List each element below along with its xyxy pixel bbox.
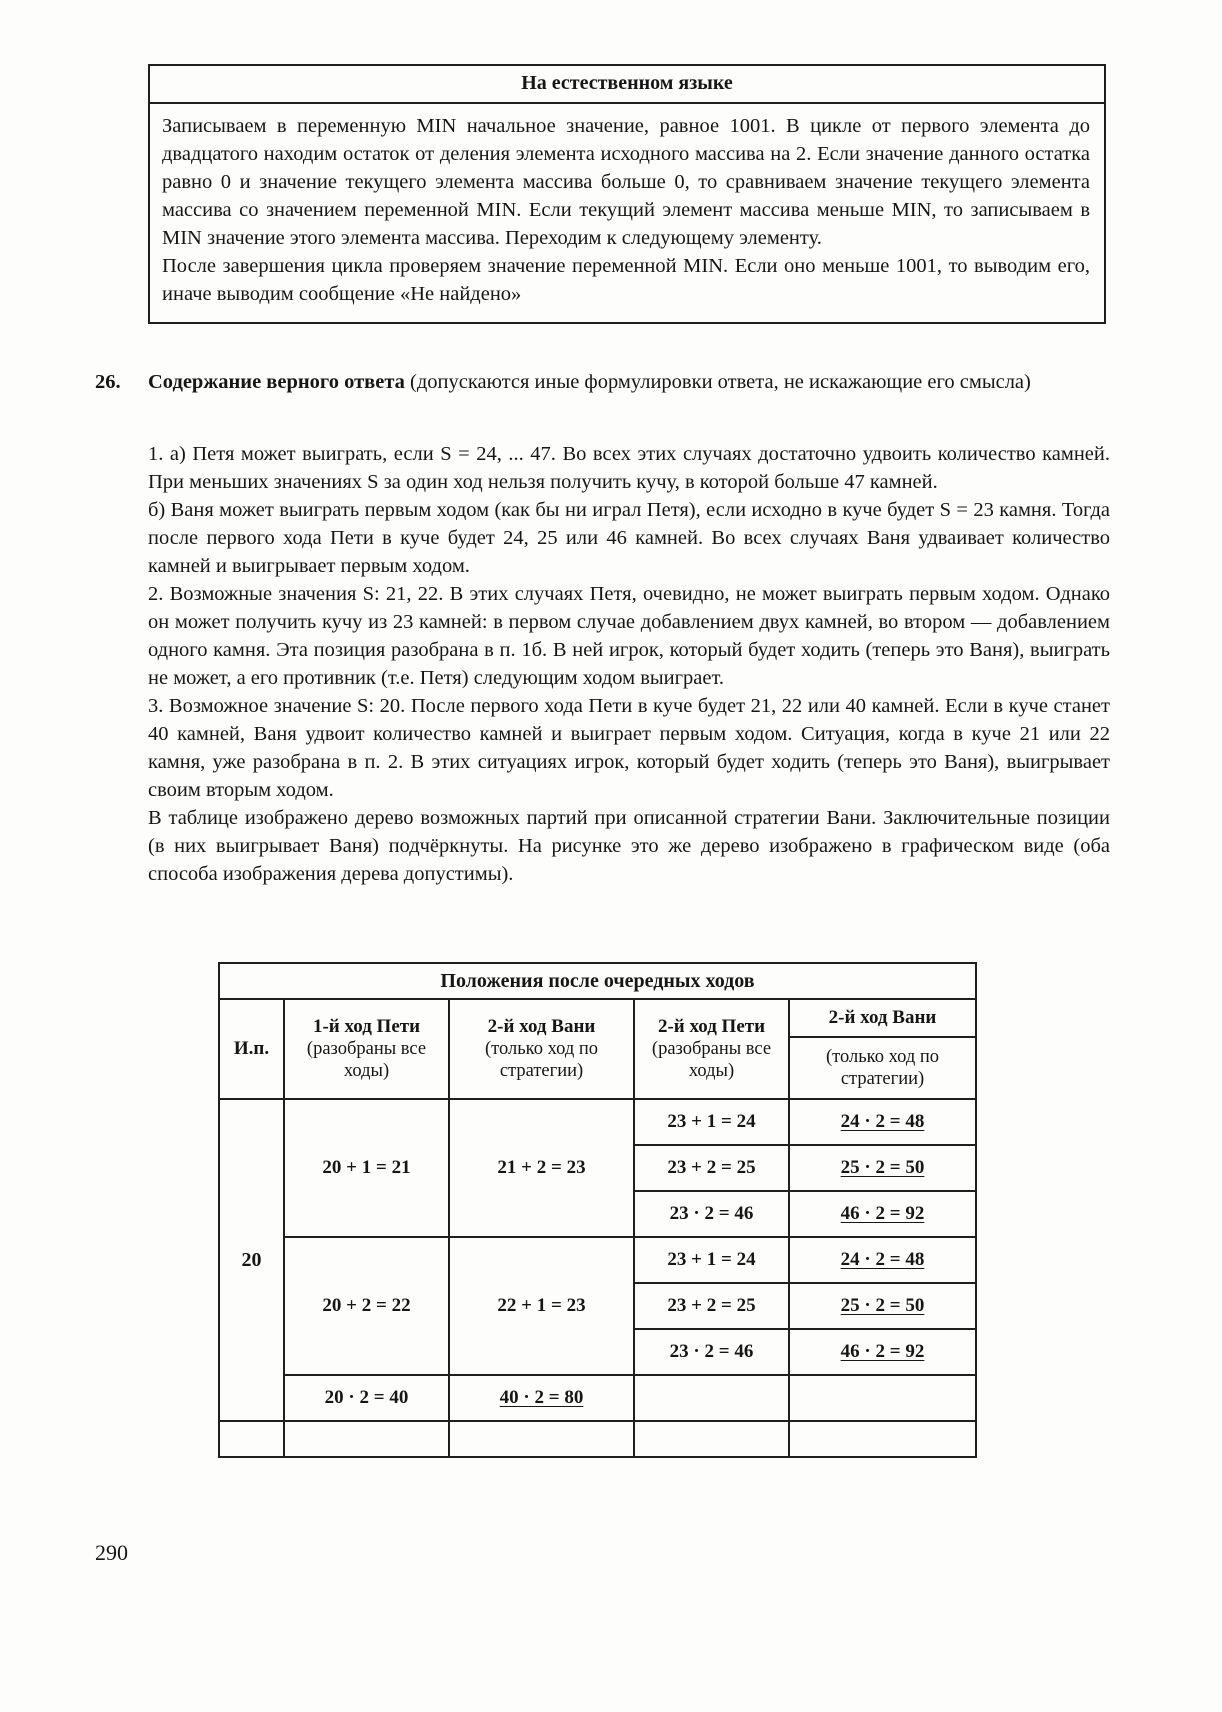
col-header-title: 2-й ход Пети [657, 1016, 766, 1037]
game-table-title: Положения после очередных ходов [219, 963, 976, 999]
answer-paragraph: б) Ваня может выиграть первым ходом (как бы ни играл Петя), если исходно в куче будет S = 23 камня. Тогда после первого хода Пети в куче будет 24, 25 или 46 камней. Во всех случаях Ваня удваивает количество камней и выигрывает первым ходом. [148, 499, 1110, 577]
col-header-petya-move1 [284, 999, 449, 1099]
move-cell: 21 + 2 = 23 [449, 1099, 634, 1237]
move-cell-final: 25 · 2 = 50 [789, 1145, 976, 1191]
empty-cell [634, 1421, 789, 1457]
item-title-rest: (допускаются иные формулировки ответа, не искажающие его смысла) [404, 371, 1031, 393]
game-tree-table-wrap [218, 962, 977, 1458]
empty-cell [284, 1421, 449, 1457]
col-header-title: 2-й ход Вани [487, 1016, 596, 1037]
move-cell-final: 40 · 2 = 80 [449, 1375, 634, 1421]
natural-language-table [148, 64, 1106, 324]
answer-text [148, 440, 1110, 888]
table-row [219, 1375, 976, 1421]
empty-cell [789, 1421, 976, 1457]
answer-paragraph: 3. Возможное значение S: 20. После первого хода Пети в куче будет 21, 22 или 40 камней. Если в куче станет 40 камней, Ваня удвоит количество камней и выиграет первым ходом. Ситуация, когда в куче 21 или 22 камня, уже разобрана в п. 2. В этих ситуациях игрок, который будет ходить (теперь это Ваня), выигрывает своим вторым ходом. [148, 695, 1110, 801]
move-cell: 23 + 1 = 24 [634, 1099, 789, 1145]
empty-cell [634, 1375, 789, 1421]
algorithm-paragraph-1: Записываем в переменную MIN начальное значение, равное 1001. В цикле от первого элемента до двадцатого находим остаток от деления элемента исходного массива на 2. Если значение данного остатка равно 0 и значение текущего элемента массива больше 0, то сравниваем значение текущего элемента массива со значением переменной MIN. Если текущий элемент массива меньше MIN, то записываем в MIN значение этого элемента массива. Переходим к следующему элементу. [162, 115, 1090, 249]
move-cell: 20 + 2 = 22 [284, 1237, 449, 1375]
table-row [219, 1237, 976, 1283]
empty-cell [789, 1375, 976, 1421]
empty-cell [449, 1421, 634, 1457]
col-header-note: (разобраны все ходы) [306, 1039, 427, 1081]
col-header-vanya-move2-title: 2-й ход Вани [789, 999, 976, 1037]
move-cell: 23 + 2 = 25 [634, 1283, 789, 1329]
col-header-vanya-move2-note: (только ход по стратегии) [789, 1037, 976, 1099]
move-cell-final: 25 · 2 = 50 [789, 1283, 976, 1329]
page-number: 290 [95, 1540, 128, 1565]
move-cell-final: 46 · 2 = 92 [789, 1329, 976, 1375]
item-number: 26. [95, 371, 121, 393]
initial-position-value: 20 [219, 1099, 284, 1421]
col-header-vanya-move1 [449, 999, 634, 1099]
answer-paragraph: В таблице изображено дерево возможных партий при описанной стратегии Вани. Заключительные позиции (в них выигрывает Ваня) подчёркнуты. На рисунке это же дерево изображено в графическом виде (оба способа изображения дерева допустимы). [148, 807, 1110, 885]
table-header-row [219, 999, 976, 1037]
col-header-ip: И.п. [219, 999, 284, 1099]
table-row [219, 1099, 976, 1145]
col-header-note: (только ход по стратегии) [484, 1039, 599, 1081]
algorithm-paragraph-2: После завершения цикла проверяем значение переменной MIN. Если оно меньше 1001, то выводим его, иначе выводим сообщение «Не найдено» [162, 255, 1090, 305]
col-header-petya-move2 [634, 999, 789, 1099]
move-cell: 20 + 1 = 21 [284, 1099, 449, 1237]
move-cell: 23 + 1 = 24 [634, 1237, 789, 1283]
move-cell: 23 · 2 = 46 [634, 1329, 789, 1375]
move-cell-final: 24 · 2 = 48 [789, 1237, 976, 1283]
natural-language-table-body [150, 104, 1104, 322]
move-cell: 23 · 2 = 46 [634, 1191, 789, 1237]
col-header-title: 1-й ход Пети [312, 1016, 421, 1037]
item-title [148, 368, 1106, 396]
item-title-bold: Содержание верного ответа [148, 371, 405, 393]
move-cell: 23 + 2 = 25 [634, 1145, 789, 1191]
move-cell-final: 46 · 2 = 92 [789, 1191, 976, 1237]
move-cell-final: 24 · 2 = 48 [789, 1099, 976, 1145]
answer-paragraph: 2. Возможные значения S: 21, 22. В этих случаях Петя, очевидно, не может выиграть первым ходом. Однако он может получить кучу из 23 камней: в первом случае добавлением двух камней, во втором — добавлением одного камня. Эта позиция разобрана в п. 1б. В ней игрок, который будет ходить (теперь это Ваня), выиграть не может, а его противник (т.е. Петя) следующим ходом выиграет. [148, 583, 1110, 689]
answer-paragraph: 1. а) Петя может выиграть, если S = 24, ... 47. Во всех этих случаях достаточно удвоить количество камней. При меньших значениях S за один ход нельзя получить кучу, в которой больше 47 камней. [148, 443, 1110, 493]
natural-language-table-header: На естественном языке [150, 66, 1104, 104]
move-cell: 22 + 1 = 23 [449, 1237, 634, 1375]
item-26-heading [95, 368, 1106, 396]
table-row [219, 1421, 976, 1457]
col-header-note: (разобраны все ходы) [651, 1039, 772, 1081]
table-title-row [219, 963, 976, 999]
move-cell: 20 · 2 = 40 [284, 1375, 449, 1421]
game-tree-table [218, 962, 977, 1458]
empty-cell [219, 1421, 284, 1457]
